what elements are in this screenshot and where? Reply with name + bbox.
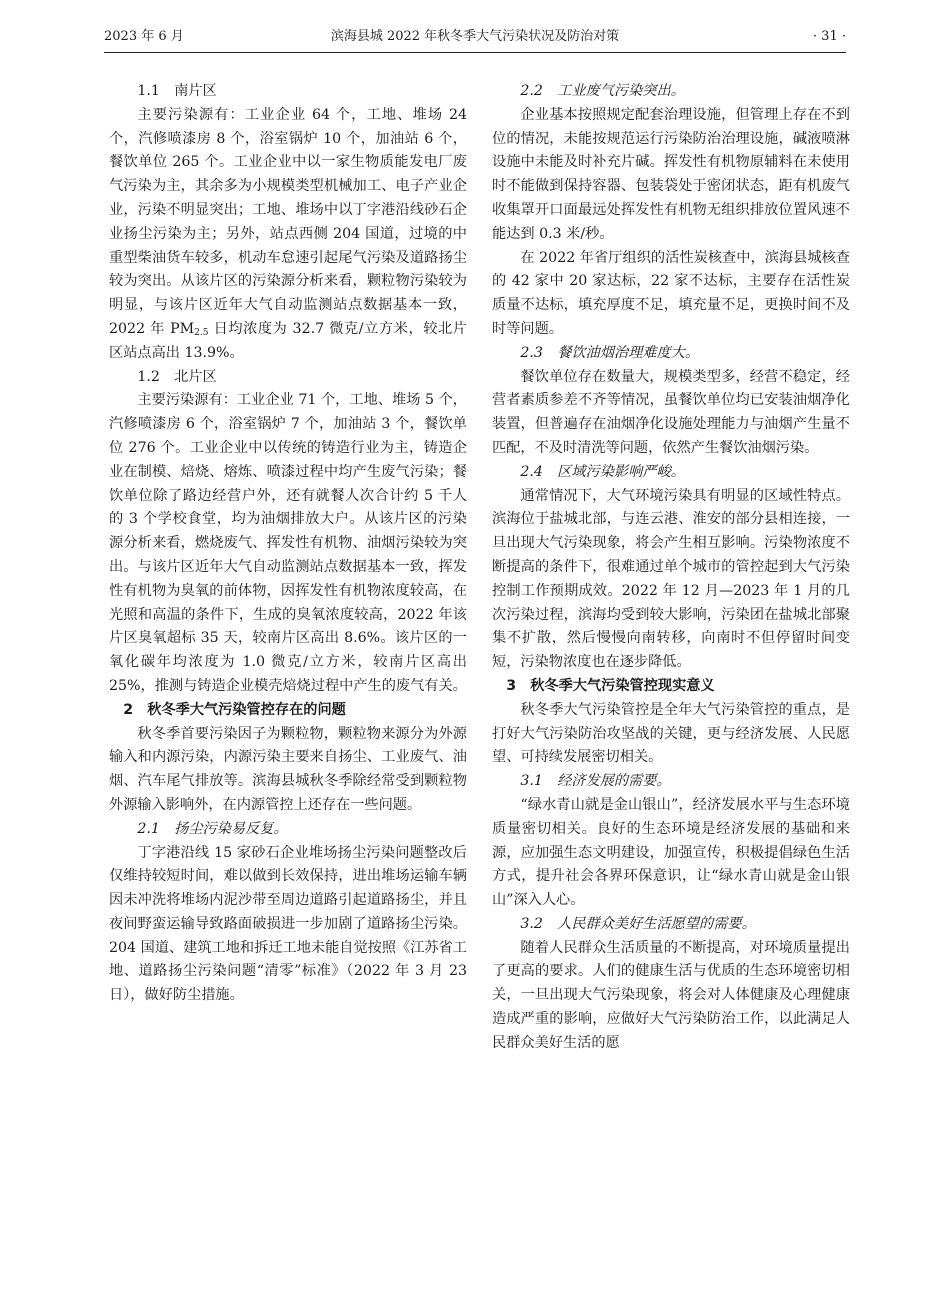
section-3-heading: 3 秋冬季大气污染管控现实意义 (506, 677, 715, 694)
section-3-paragraph: 秋冬季大气污染管控是全年大气污染管控的重点，是打好大气污染防治攻坚战的关键，更与经济发展、人民愿望、可持续发展密切相关。 (492, 701, 850, 766)
section-1-1-text-a: 主要污染源有：工业企业 64 个，工地、堆场 24 个，汽修喷漆房 8 个，浴室锅炉 10 个，加油站 6 个，餐饮单位 265 个。工业企业中以一家生物质能发电厂废气污染为主，其余多为小规模类型机械加工、电子产业企业，污染不明显突出；工地、堆场中以丁字港沿线砂石企业扬尘污染为主；另外，站点西侧 204 国道，过境的中重型柴油货车较多，机动车怠速引起尾气污染及道路扬尘较为突出。从该片区的污染源分析来看，颗粒物污染较为明显，与该片区近年大气自动监测站点数据基本一致，2022 年 PM (109, 106, 467, 337)
left-column (109, 80, 467, 1008)
running-title: 滨海县城 2022 年秋冬季大气污染状况及防治对策 (330, 29, 620, 44)
pm-subscript: 2.5 (194, 327, 209, 338)
page-number: · 31 · (812, 29, 846, 44)
section-2-2-heading: 2.2 工业废气污染突出。 (520, 83, 685, 99)
section-3-1-heading: 3.1 经济发展的需要。 (520, 773, 671, 790)
section-2-1-heading: 2.1 扬尘污染易反复。 (137, 820, 288, 837)
section-3-1-paragraph: “绿水青山就是金山银山”，经济发展水平与生态环境质量密切相关。良好的生态环境是经济发展的基础和来源，应加强生态文明建设，加强宣传，积极提倡绿色生活方式，提升社会各界环保意识，让“绿水青山就是金山银山”深入人心。 (492, 796, 850, 909)
section-2-1-paragraph: 丁字港沿线 15 家砂石企业堆场扬尘污染问题整改后仅维持较短时间，难以做到长效保持，进出堆场运输车辆因未冲洗将堆场内泥沙带至周边道路引起道路扬尘，并且夜间野蛮运输导致路面破损进一步加剧了道路扬尘污染。204 国道、建筑工地和拆迁工地未能自觉按照《江苏省工地、道路扬尘污染问题“清零”标准》（2022 年 3 月 23 日），做好防尘措施。 (109, 844, 467, 1004)
section-2-4-paragraph: 通常情况下，大气环境污染具有明显的区域性特点。滨海位于盐城北部，与连云港、淮安的部分县相连接，一旦出现大气污染现象，将会产生相互影响。污染物浓度不断提高的条件下，很难通过单个城市的管控起到大气污染控制工作预期成效。2022 年 12 月—2023 年 1 月的几次污染过程，滨海均受到较大影响，污染团在盐城北部聚集不扩散，然后慢慢向南转移，向南时不但停留时间变短，污染物浓度也在逐步降低。 (492, 487, 850, 671)
section-2-2-paragraph-1: 企业基本按照规定配套治理设施，但管理上存在不到位的情况，未能按规范运行污染防治治理设施，碱液喷淋设施中未能及时补充片碱。挥发性有机物原辅料在未使用时不能做到保持容器、包装袋处于密闭状态，距有机废气收集罩开口面最远处挥发性有机物无组织排放位置风速不能达到 0.3 米/秒。 (492, 106, 850, 242)
section-2-heading: 2 秋冬季大气污染管控存在的问题 (123, 701, 346, 718)
section-3-2-heading: 3.2 人民群众美好生活愿望的需要。 (520, 915, 756, 932)
section-2-3-heading: 2.3 餐饮油烟治理难度大。 (520, 344, 700, 361)
section-2-2-paragraph-2: 在 2022 年省厅组织的活性炭核查中，滨海县城核查的 42 家中 20 家达标，22 家不达标，主要存在活性炭质量不达标，填充厚度不足，填充量不足，更换时间不及时等问题。 (492, 249, 850, 337)
section-1-1-text-b: 日均浓度为 32.7 微克/立方米，较北片区站点高出 13.9%。 (109, 320, 467, 361)
section-1-2-paragraph: 主要污染源有：工业企业 71 个，工地、堆场 5 个，汽修喷漆房 6 个，浴室锅炉 7 个，加油站 3 个，餐饮单位 276 个。工业企业中以传统的铸造行业为主，铸造企业在制模、焙烧、熔炼、喷漆过程中均产生废气污染；餐饮单位除了路边经营户外，还有就餐人次合计约 5 千人的 3 个学校食堂，均为油烟排放大户。从该片区的污染源分析来看，燃烧废气、挥发性有机物、油烟污染较为突出。与该片区近年大气自动监测站点数据基本一致，挥发性有机物为臭氧的前体物，因挥发性有机物浓度较高，在光照和高温的条件下，生成的臭氧浓度较高，2022 年该片区臭氧超标 35 天，较南片区高出 8.6%。该片区的一氧化碳年均浓度为 1.0 微克/立方米，较南片区高出 25%，推测与铸造企业模壳焙烧过程中产生的废气有关。 (109, 392, 467, 694)
section-2-3-paragraph: 餐饮单位存在数量大，规模类型多，经营不稳定，经营者素质参差不齐等情况，虽餐饮单位均已安装油烟净化装置，但普遍存在油烟净化设施处理能力与油烟产生量不匹配，不及时清洗等问题，依然产生餐饮油烟污染。 (492, 368, 850, 456)
right-column (492, 80, 850, 1056)
section-1-1-heading: 1.1 南片区 (137, 83, 217, 99)
section-2-paragraph: 秋冬季首要污染因子为颗粒物，颗粒物来源分为外源输入和内源污染，内源污染主要来自扬尘、工业废气、油烟、汽车尾气排放等。滨海县城秋冬季除经常受到颗粒物外源输入影响外，在内源管控上还存在一些问题。 (109, 725, 467, 813)
section-1-2-heading: 1.2 北片区 (137, 368, 217, 385)
section-2-4-heading: 2.4 区域污染影响严峻。 (520, 463, 685, 480)
section-1-1-paragraph (109, 104, 467, 366)
section-3-2-paragraph: 随着人民群众生活质量的不断提高，对环境质量提出了更高的要求。人们的健康生活与优质的生态环境密切相关，一旦出现大气污染现象，将会对人体健康及心理健康造成严重的影响，应做好大气污染防治工作，以此满足人民群众美好生活的愿 (492, 939, 850, 1051)
header-rule (104, 52, 846, 53)
issue-date: 2023 年 6 月 (104, 29, 184, 44)
running-header (104, 26, 846, 48)
